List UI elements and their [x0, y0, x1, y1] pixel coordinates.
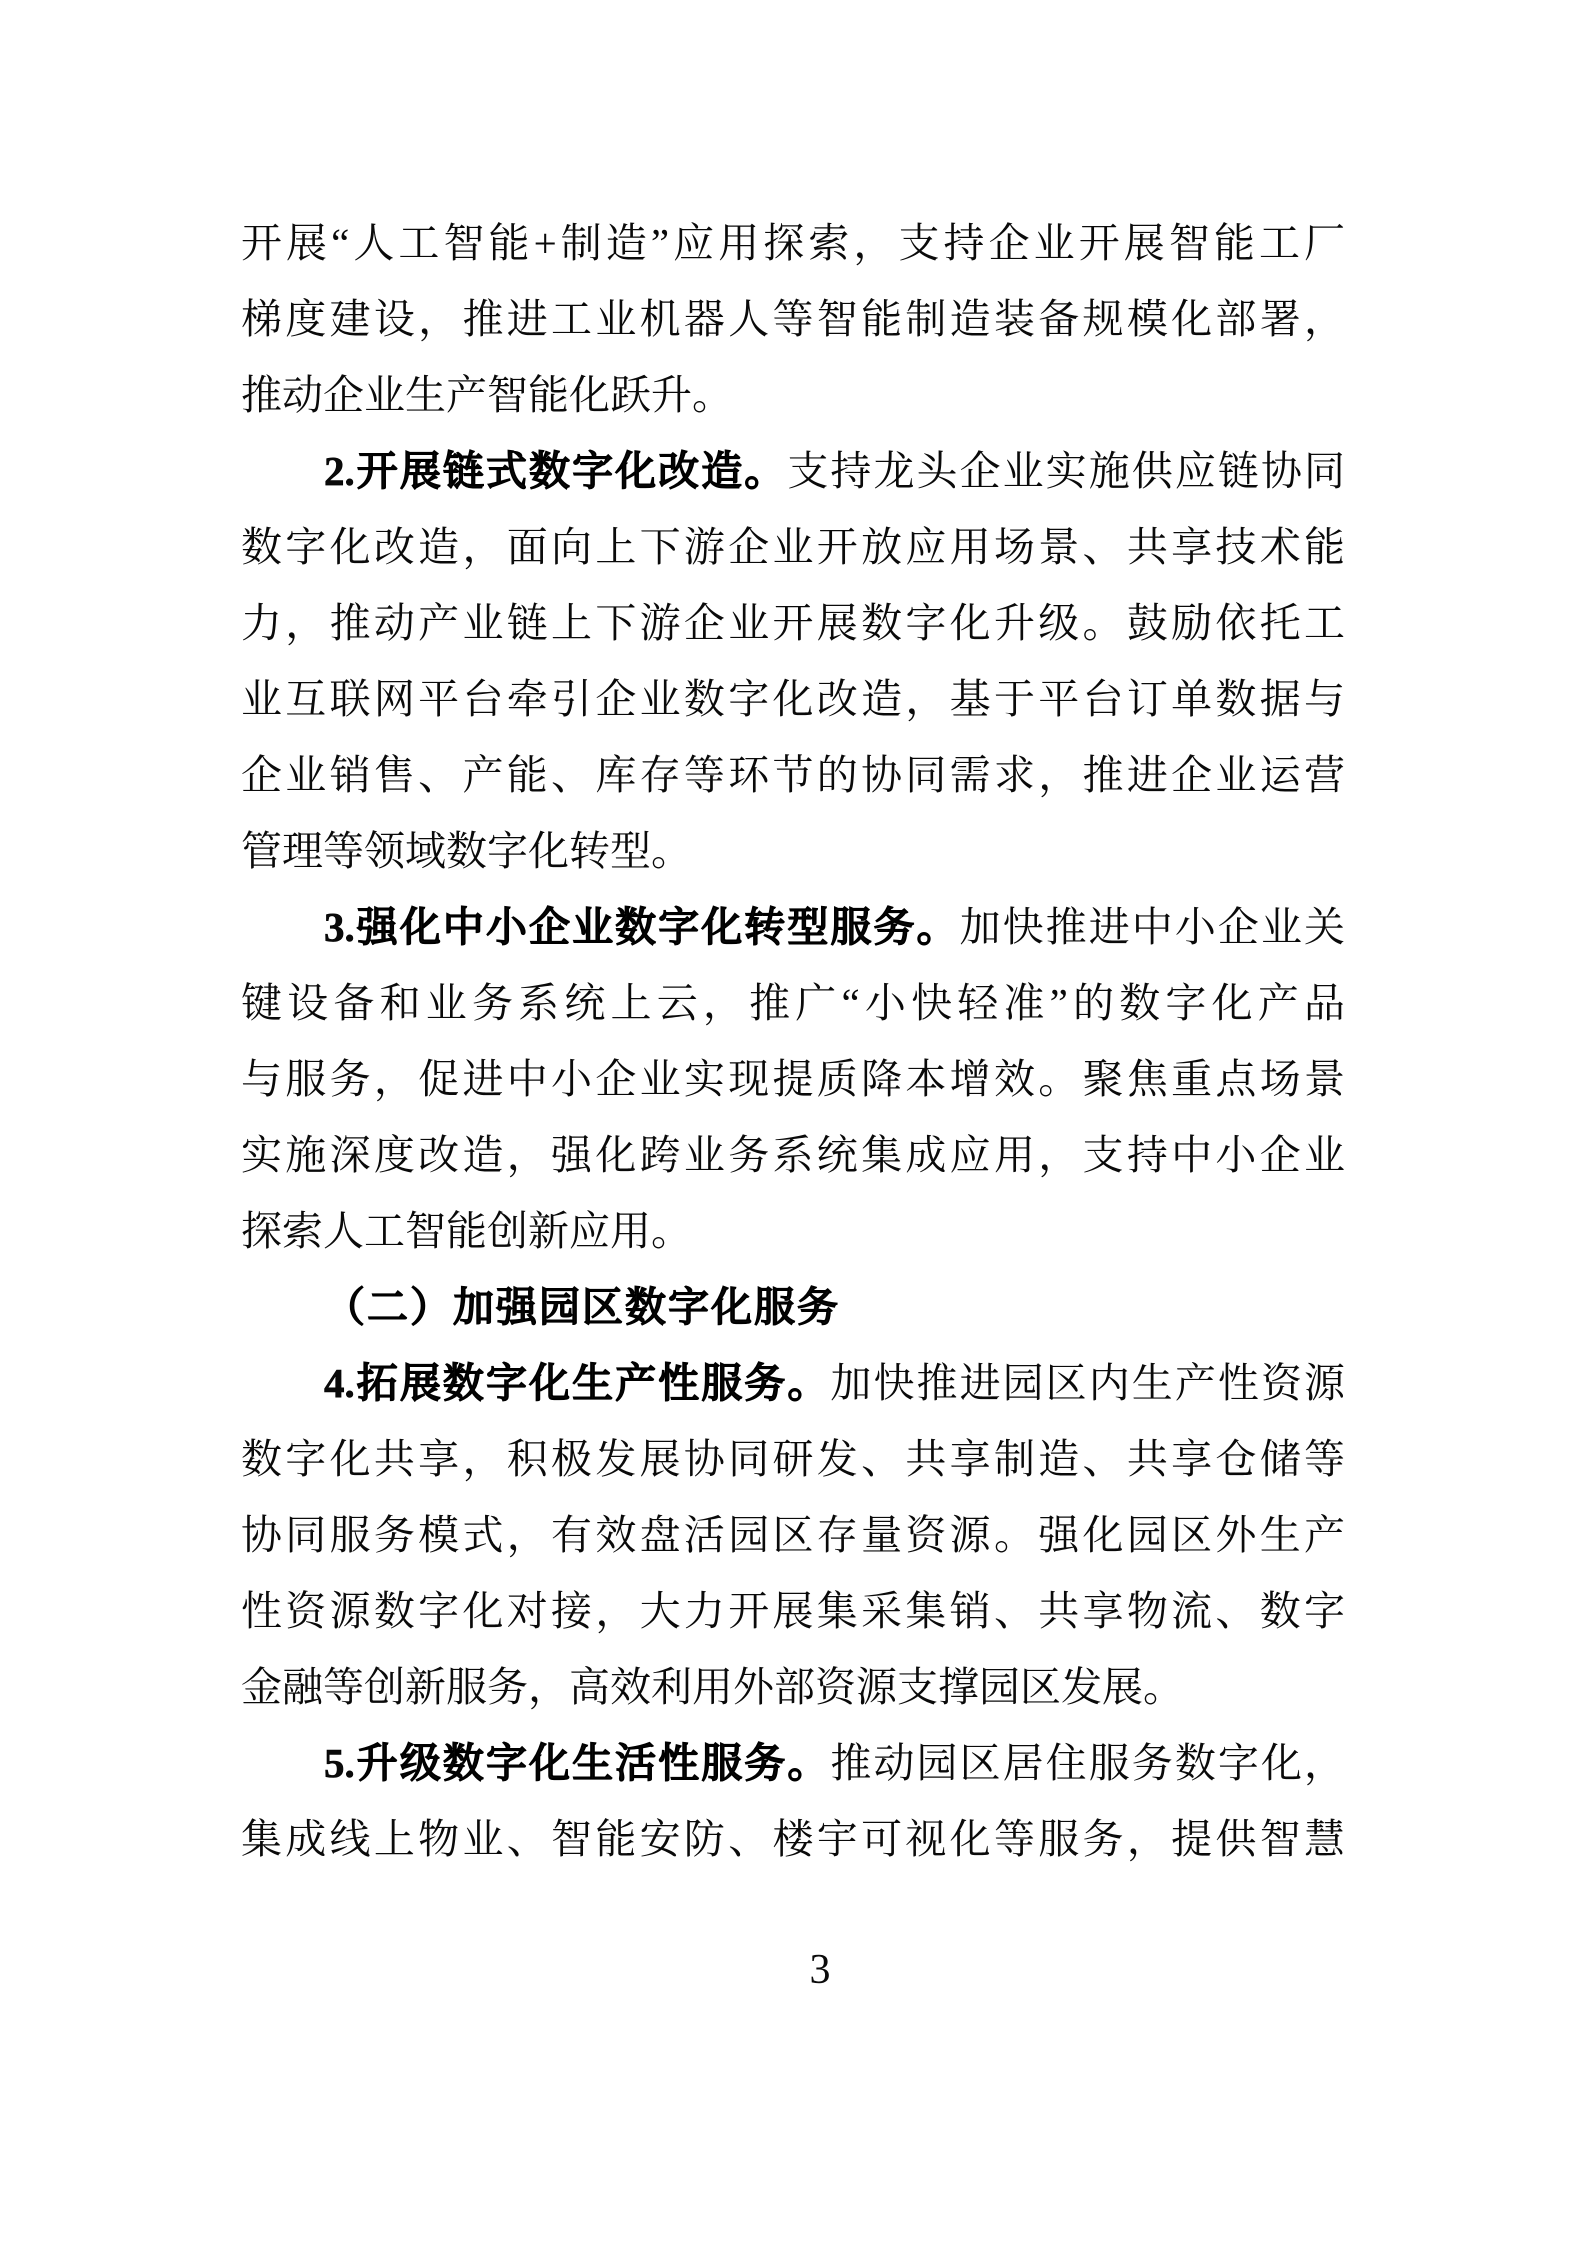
numbered-paragraph-line [241, 1725, 1345, 1801]
text-run: 推动园区居住服务数字化， [830, 1740, 1345, 1786]
text-run: 数字化共享，积极发展协同研发、共享制造、共享仓储等 [241, 1436, 1345, 1482]
bold-run: 5.升级数字化生活性服务。 [324, 1740, 831, 1786]
text-run: 键设备和业务系统上云，推广“小快轻准”的数字化产品 [241, 980, 1345, 1026]
body-text-line [241, 1801, 1345, 1877]
text-run: 协同服务模式，有效盘活园区存量资源。强化园区外生产 [241, 1512, 1345, 1558]
body-text-line [241, 1193, 1345, 1269]
bold-run: 2.开展链式数字化改造。 [324, 448, 788, 494]
text-run: 企业销售、产能、库存等环节的协同需求，推进企业运营 [241, 752, 1345, 798]
body-text-line [241, 661, 1345, 737]
bold-run: （二）加强园区数字化服务 [324, 1284, 840, 1330]
body-text-line [241, 1573, 1345, 1649]
text-run: 管理等领域数字化转型。 [241, 828, 692, 874]
numbered-paragraph-line [241, 1345, 1345, 1421]
body-text-line [241, 1041, 1345, 1117]
text-run: 开展“人工智能+制造”应用探索，支持企业开展智能工厂 [241, 220, 1345, 266]
body-text-line [241, 813, 1345, 889]
body-text-line [241, 737, 1345, 813]
text-run: 金融等创新服务，高效利用外部资源支撑园区发展。 [241, 1664, 1184, 1710]
body-text-line [241, 205, 1345, 281]
body-text-line [241, 1117, 1345, 1193]
text-run: 性资源数字化对接，大力开展集采集销、共享物流、数字 [241, 1588, 1345, 1634]
body-text-line [241, 509, 1345, 585]
text-run: 集成线上物业、智能安防、楼宇可视化等服务，提供智慧 [241, 1816, 1345, 1862]
text-run: 支持龙头企业实施供应链协同 [787, 448, 1345, 494]
section-heading [241, 1269, 1345, 1345]
numbered-paragraph-line [241, 889, 1345, 965]
text-run: 实施深度改造，强化跨业务系统集成应用，支持中小企业 [241, 1132, 1345, 1178]
body-text-line [241, 281, 1345, 357]
text-run: 探索人工智能创新应用。 [241, 1208, 692, 1254]
text-run: 数字化改造，面向上下游企业开放应用场景、共享技术能 [241, 524, 1345, 570]
text-run: 梯度建设，推进工业机器人等智能制造装备规模化部署， [241, 296, 1345, 342]
text-run: 力，推动产业链上下游企业开展数字化升级。鼓励依托工 [241, 600, 1345, 646]
text-run: 推动企业生产智能化跃升。 [241, 372, 733, 418]
body-text-line [241, 965, 1345, 1041]
bold-run: 4.拓展数字化生产性服务。 [324, 1360, 831, 1406]
text-run: 加快推进中小企业关 [959, 904, 1345, 950]
body-text-line [241, 1421, 1345, 1497]
text-run: 业互联网平台牵引企业数字化改造，基于平台订单数据与 [241, 676, 1345, 722]
page-number: 3 [809, 1947, 831, 1993]
text-run: 加快推进园区内生产性资源 [830, 1360, 1345, 1406]
numbered-paragraph-line [241, 433, 1345, 509]
document-body [241, 205, 1345, 1877]
body-text-line [241, 585, 1345, 661]
bold-run: 3.强化中小企业数字化转型服务。 [324, 904, 960, 950]
body-text-line [241, 1497, 1345, 1573]
body-text-line [241, 1649, 1345, 1725]
body-text-line [241, 357, 1345, 433]
text-run: 与服务，促进中小企业实现提质降本增效。聚焦重点场景 [241, 1056, 1345, 1102]
